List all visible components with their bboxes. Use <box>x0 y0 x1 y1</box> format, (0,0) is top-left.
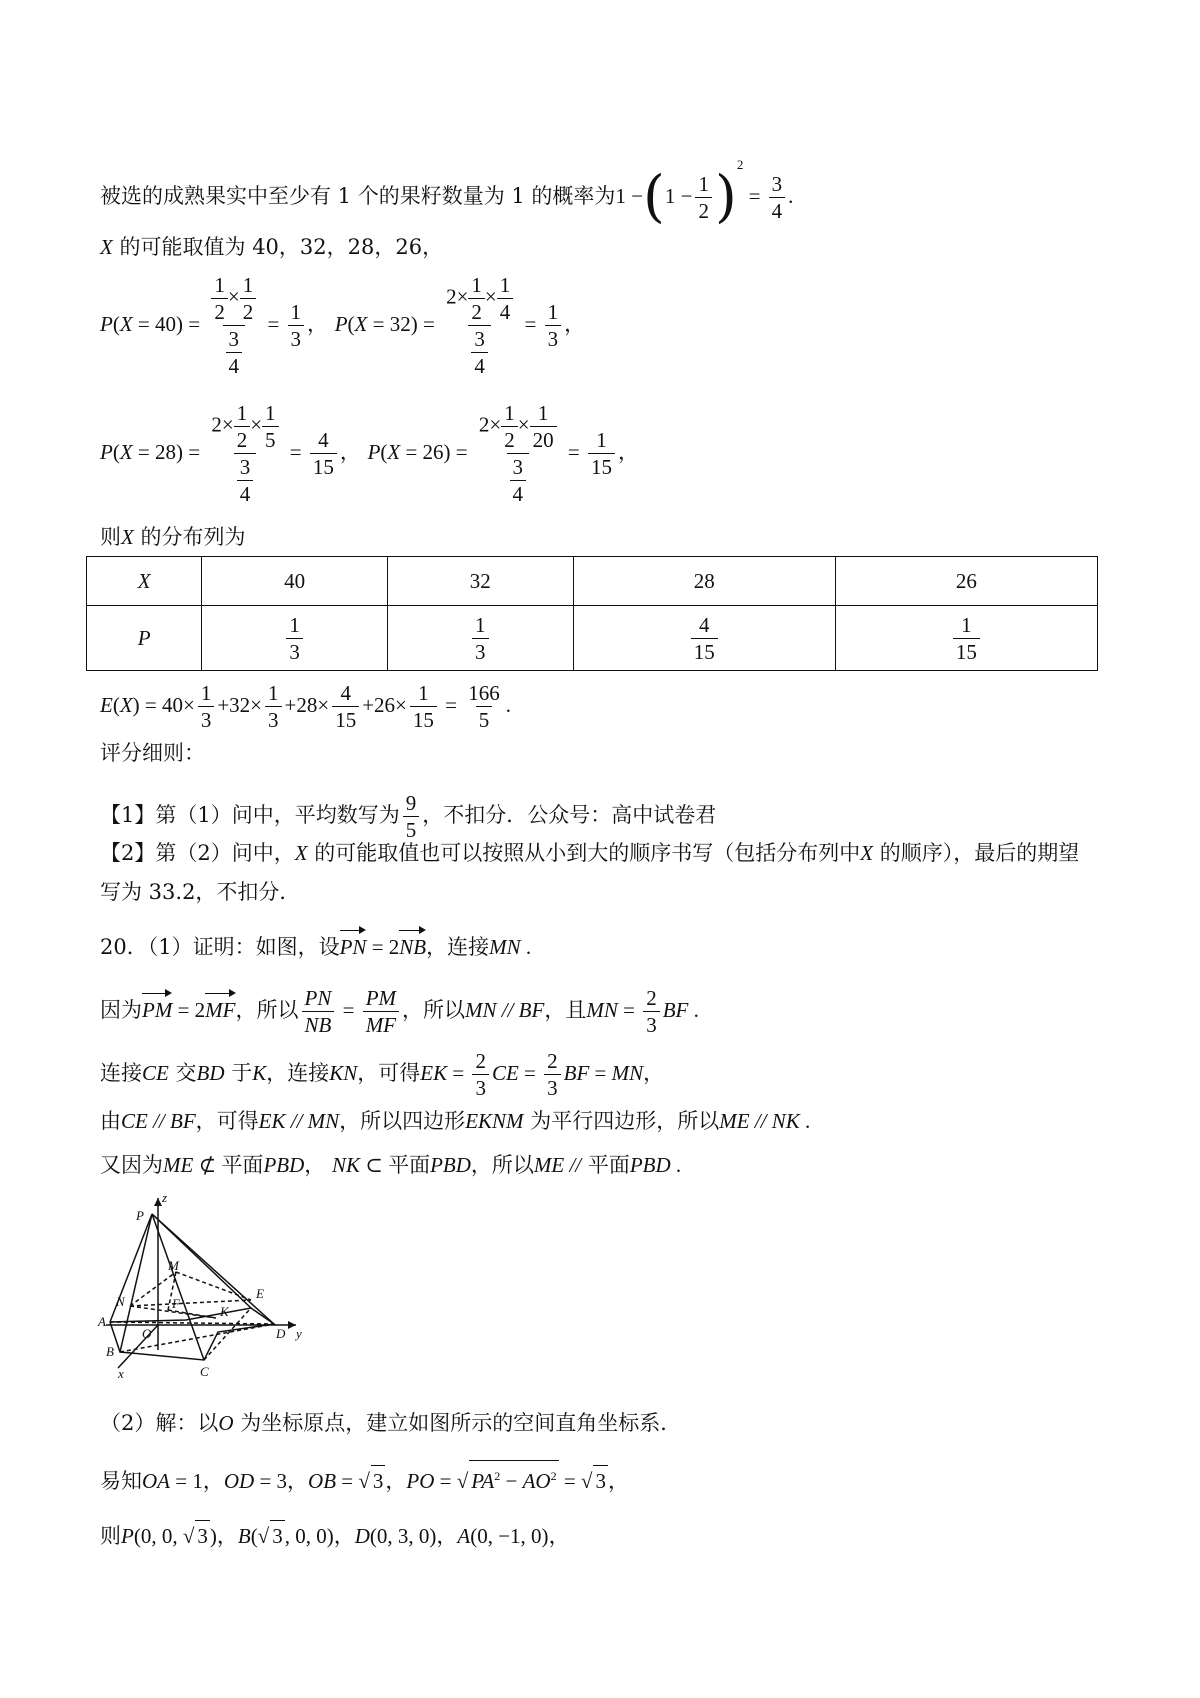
scoring-title: 评分细则： <box>100 741 205 765</box>
base-outline <box>110 1308 274 1360</box>
segment-me <box>176 1272 251 1300</box>
figure-label: x <box>118 1366 124 1380</box>
proof-line-3: 连接CE 交BD 于K，连接KN，可得EK = $\frac{2}{3}$ CE = $\frac{2}{3}$ BF = MN， <box>100 1049 665 1100</box>
solution-part2-intro: （2）解：以O 为坐标原点，建立如图所示的空间直角坐标系． <box>100 1411 682 1435</box>
scoring-rule-1: 【1】第（1）问中，平均数写为 $\frac{9}{5}$ ，不扣分．公众号：高中试卷君 <box>100 791 717 842</box>
figure-label: D <box>276 1326 286 1341</box>
proof-line-5: 又因为ME ⊄ 平面PBD， NK ⊂ 平面PBD，所以ME // 平面PBD . <box>100 1153 682 1177</box>
figure-label: z <box>162 1190 168 1205</box>
table-cell-prob: $\frac{4}{15}$ <box>573 606 835 671</box>
proof-line-1: 20．（1）证明：如图，设PN = 2NB，连接MN . <box>100 928 531 962</box>
z-arrow <box>154 1198 162 1206</box>
distribution-table <box>86 556 1098 671</box>
figure-label: A <box>98 1314 106 1329</box>
table-row <box>87 606 1098 671</box>
line-probability-at-least-one: 被选的成熟果实中至少有 1 个的果籽数量为 1 的概率为1 −(1 − $\frac{1}{2}$ )$^2$ = $\frac{3}{4}$ . <box>100 157 794 230</box>
table-header-value: 26 <box>835 557 1097 606</box>
line-expectation: E(X) = 40× $\frac{1}{3}$ +32× $\frac{1}{3}$ +28× $\frac{4}{15}$ +26× $\frac{1}{15}$ = $\frac{166}{5}$ . <box>100 681 511 732</box>
segment-ne <box>130 1300 251 1306</box>
table-cell-prob: $\frac{1}{3}$ <box>202 606 388 671</box>
table-row-label-p: P <box>87 606 202 671</box>
line-distribution-intro: 则X 的分布列为 <box>100 525 246 549</box>
figure-label: P <box>136 1208 144 1223</box>
figure-label: O <box>142 1326 152 1341</box>
scoring-rule-2-cont: 写为 33.2，不扣分． <box>100 880 301 904</box>
figure-label: B <box>106 1344 114 1359</box>
table-header-value: 40 <box>202 557 388 606</box>
table-row <box>87 557 1098 606</box>
line-prob-40-32: P(X = 40) = $\frac{1}{2}$ × $\frac{1}{2}$ $\frac{3}{4}$ = $\frac{1}{3}$ ， P(X = 32) = 2× $\frac{1}{2}$ × $\frac{1}{4}$ $\frac{3}{4}$ = $\frac{1}{3}$ ， <box>100 273 586 378</box>
table-header-value: 28 <box>573 557 835 606</box>
figure-label: F <box>172 1296 180 1311</box>
proof-line-4: 由CE // BF，可得EK // MN，所以四边形EKNM 为平行四边形，所以ME // NK . <box>100 1109 811 1133</box>
table-header-value: 32 <box>387 557 573 606</box>
figure-label: y <box>296 1326 302 1341</box>
table-header-x: X <box>87 557 202 606</box>
figure-label: N <box>116 1294 125 1309</box>
figure-label: M <box>168 1258 179 1273</box>
proof-line-2: 因为PM = 2MF，所以 $\frac{PN}{NB}$ = $\frac{PM}{MF}$ ，所以MN // BF，且MN = $\frac{2}{3}$ BF . <box>100 986 699 1037</box>
table-cell-prob: $\frac{1}{3}$ <box>387 606 573 671</box>
figure-label: E <box>256 1286 264 1301</box>
geometry-figure <box>96 1190 316 1380</box>
line-possible-values: X 的可能取值为 40，32，28，26， <box>100 235 444 259</box>
figure-label: K <box>220 1304 229 1319</box>
figure-label: C <box>200 1364 209 1379</box>
line-prob-28-26: P(X = 28) = 2× $\frac{1}{2}$ × $\frac{1}{5}$ $\frac{3}{4}$ = $\frac{4}{15}$ ， P(X = 26) = 2× $\frac{1}{2}$ × $\frac{1}{20}$ $\frac{3}{4}$ = $\frac{1}{15}$ ， <box>100 401 639 506</box>
table-cell-prob: $\frac{1}{15}$ <box>835 606 1097 671</box>
solution-lengths: 易知OA = 1，OD = 3，OB = √ 3，PO = √ $PA^2 - AO^2$ = √ 3， <box>100 1460 629 1496</box>
solution-coordinates: 则P(0, 0, √ 3)，B(√ 3, 0, 0)，D(0, 3, 0)，A(0, −1, 0)， <box>100 1520 570 1551</box>
scoring-rule-2: 【2】第（2）问中，X 的可能取值也可以按照从小到大的顺序书写（包括分布列中X 的顺序），最后的期望 <box>100 841 1080 865</box>
y-arrow <box>288 1321 296 1329</box>
segment-ad <box>110 1322 274 1324</box>
